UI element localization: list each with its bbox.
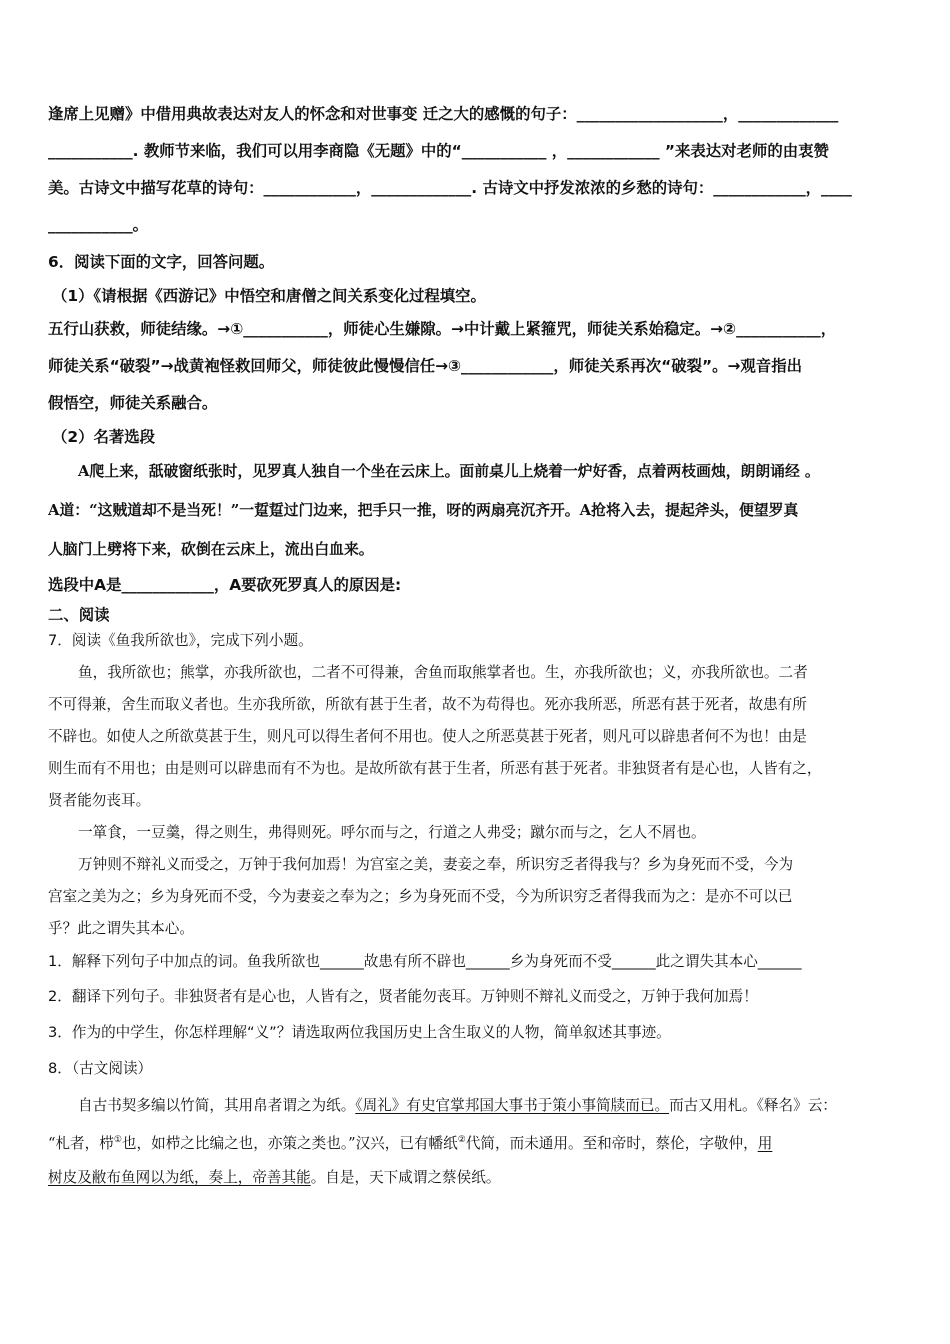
q7-subquestion-1: 1．解释下列句子中加点的词。鱼我所欲也______故患有所不辟也______乡为身死而不受______此之谓失其本心______ (48, 953, 802, 970)
q8-line-2-b: 也，如栉之比编之也，亦策之类也。”汉兴，已有幡纸 (121, 1135, 458, 1152)
q7-para3-line-3: 乎？此之谓失其本心。 (48, 920, 194, 937)
q7-para3-line-1: 万钟则不辩礼义而受之，万钟于我何加焉！为宫室之美，妻妾之奉，所识穷乏者得我与？乡为身死而不受，今为 (78, 856, 794, 873)
q6-excerpt-line-1: A爬上来，舐破窗纸张时，见罗真人独自一个坐在云床上。面前桌儿上烧着一炉好香，点着两枝画烛，朗朗诵经 。 (78, 463, 820, 480)
q7-para1-line-1: 鱼，我所欲也；熊掌，亦我所欲也，二者不可得兼，舍鱼而取熊掌者也。生，亦我所欲也；义，亦我所欲也。二者 (78, 664, 808, 681)
q6-excerpt-line-3: 人脑门上劈将下来，砍倒在云床上，流出白血来。 (48, 541, 374, 558)
q8-line-2-c: 代简，而未通用。至和帝时，蔡伦，字敬仲， (465, 1135, 758, 1152)
footnote-2-marker: ② (457, 1135, 466, 1146)
q7-para1-line-2: 不可得兼，舍生而取义者也。生亦我所欲，所欲有甚于生者，故不为苟得也。死亦我所恶，所恶有甚于死者，故患有所 (48, 696, 807, 713)
q6-excerpt-line-2: A道：“这贼道却不是当死！”一踅踅过门边来，把手只一推，呀的两扇亮沉齐开。A抢将入去，提起斧头，便望罗真 (48, 502, 799, 519)
section-2-heading: 二、阅读 (48, 606, 110, 624)
q8-line-2-underlined: 用 (757, 1135, 773, 1152)
q6-question: 选段中A是____________，A要砍死罗真人的原因是: (48, 576, 402, 594)
q7-para3-line-2: 宫室之美为之；乡为身死而不受，今为妻妾之奉为之；乡为身死而不受，今为所识穷乏者得我而为之：是亦不可以已 (48, 888, 793, 905)
q5-line-3: 美。古诗文中描写花草的诗句：____________，_____________. 古诗文中抒发浓浓的乡愁的诗句：____________，____ (48, 179, 852, 197)
q6-part1-line-2: 师徒关系“破裂”→战黄袍怪救回师父，师徒彼此慢慢信任→③____________，师徒关系再次“破裂”。→观音指出 (48, 357, 802, 375)
q7-subquestion-3: 3．作为的中学生，你怎样理解“义”？请选取两位我国历史上含生取义的人物，简单叙述其事迹。 (48, 1024, 671, 1041)
q6-part1-line-1: 五行山获救，师徒结缘。→①___________，师徒心生嫌隙。→中计戴上紧箍咒，师徒关系始稳定。→②___________， (48, 320, 837, 338)
q8-line-1-a: 自古书契多编以竹简，其用帛者谓之为纸。 (78, 1097, 356, 1114)
footnote-1-marker: ① (113, 1135, 122, 1146)
document-page (48, 96, 908, 1193)
q7-para1-line-4: 则生而有不用也；由是则可以辟患而有不为也。是故所欲有甚于生者，所恶有甚于死者。非独贤者有是心也，人皆有之， (48, 760, 822, 777)
q5-line-1: 逢席上见赠》中借用典故表达对友人的怀念和对世事变 迁之大的感慨的句子：___________________，_____________ (48, 105, 839, 123)
q7-title: 7．阅读《鱼我所欲也》，完成下列小题。 (48, 632, 313, 649)
q5-line-4: ___________。 (48, 216, 149, 234)
q8-line-3-b: 。自是，天下咸谓之蔡侯纸。 (310, 1169, 501, 1186)
q7-para1-line-5: 贤者能勿丧耳。 (48, 792, 151, 809)
q7-para1-line-3: 不辟也。如使人之所欲莫甚于生，则凡可以得生者何不用也。使人之所恶莫甚于死者，则凡可以辟患者何不为也！由是 (48, 728, 807, 745)
q8-line-2-a: “札者，栉 (48, 1135, 114, 1152)
q6-part2-title: （2）名著选段 (52, 428, 156, 446)
question-8-section (48, 1051, 908, 1193)
q8-line-1-c: 而古又用札。《释名》云： (669, 1097, 837, 1114)
q5-line-2: ___________. 教师节来临，我们可以用李商隐《无题》中的“___________ ，____________ ”来表达对老师的由衷赞 (48, 142, 829, 160)
q7-para2-line-1: 一箪食，一豆羹，得之则生，弗得则死。呼尔而与之，行道之人弗受；蹴尔而与之，乞人不屑也。 (78, 824, 706, 841)
question-7-section (48, 629, 908, 1051)
q8-line-1 (48, 1087, 908, 1125)
q6-title: 6．阅读下面的文字，回答问题。 (48, 253, 275, 271)
q8-line-3 (48, 1163, 908, 1193)
q6-part1-title: （1）《请根据《西游记》中悟空和唐僧之间关系变化过程填空。 (52, 287, 486, 305)
question-5-section (48, 96, 908, 244)
q8-line-1-underlined: 《周礼》有史官掌邦国大事书于策小事简牍而已。 (355, 1097, 670, 1114)
question-6-section (48, 244, 908, 601)
q6-part1-line-3: 假悟空，师徒关系融合。 (48, 394, 218, 412)
q7-subquestion-2: 2．翻译下列句子。非独贤者有是心也，人皆有之，贤者能勿丧耳。万钟则不辩礼义而受之，万钟于我何加焉！ (48, 988, 758, 1005)
q8-line-2 (48, 1125, 908, 1163)
q8-title: 8．（古文阅读） (48, 1060, 153, 1077)
q8-line-3-underlined: 树皮及敝布鱼网以为纸，奏上，帝善其能 (48, 1169, 311, 1186)
